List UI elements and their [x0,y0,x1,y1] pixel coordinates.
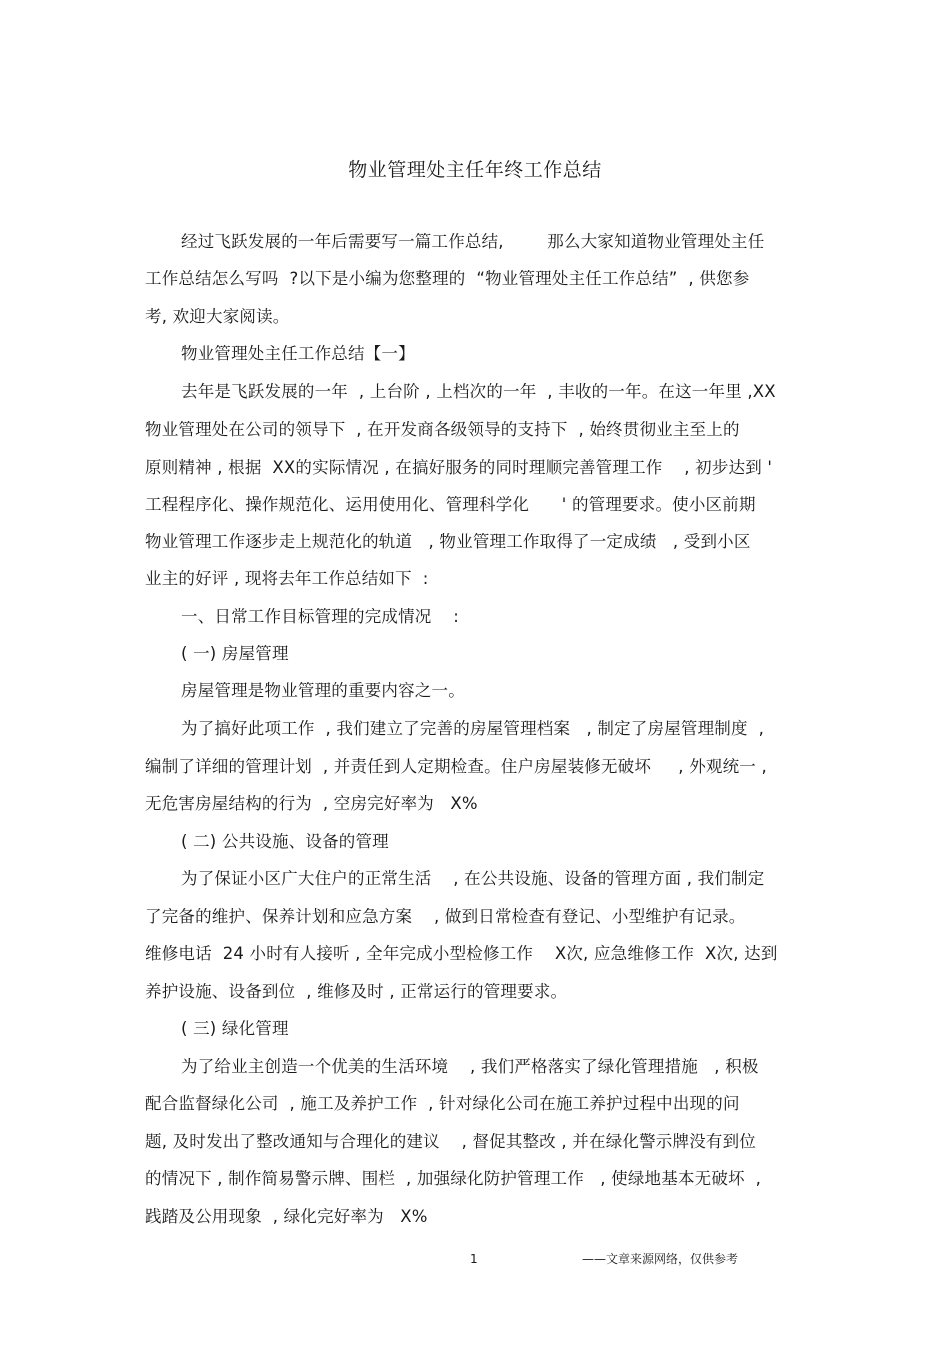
body-line: 为了保证小区广大住户的正常生活 , 在公共设施、设备的管理方面 , 我们制定 [181,869,765,888]
body-line: 去年是飞跃发展的一年 , 上台阶 , 上档次的一年 , 丰收的一年。在这一年里 ,XX [181,382,776,401]
source-note: ——文章来源网络，仅供参考 [582,1252,739,1266]
body-line: 考, 欢迎大家阅读。 [145,307,290,326]
body-line: 维修电话 24 小时有人接听 , 全年完成小型检修工作 X次, 应急维修工作 X次, 达到 [145,944,778,963]
body-line: 编制了详细的管理计划 , 并责任到人定期检查。住户房屋装修无破坏 , 外观统一 , [145,757,767,776]
section-heading: 一、日常工作目标管理的完成情况 : [181,607,460,626]
body-line: 了完备的维护、保养计划和应急方案 , 做到日常检查有登记、小型维护有记录。 [145,907,746,926]
body-line: 养护设施、设备到位 , 维修及时 , 正常运行的管理要求。 [145,982,568,1001]
body-line: 为了搞好此项工作 , 我们建立了完善的房屋管理档案 , 制定了房屋管理制度 , [181,719,765,738]
body-line: 物业管理工作逐步走上规范化的轨道 , 物业管理工作取得了一定成绩 , 受到小区 [145,532,751,551]
body-line: 原则精神 , 根据 XX的实际情况 , 在搞好服务的同时理顺完善管理工作 , 初步达到 ' [145,458,773,477]
subsection-heading: ( 二) 公共设施、设备的管理 [181,832,389,851]
body-line: 的情况下 , 制作简易警示牌、围栏 , 加强绿化防护管理工作 , 使绿地基本无破坏 , [145,1169,762,1188]
body-line: 房屋管理是物业管理的重要内容之一。 [181,681,465,700]
body-line: 经过飞跃发展的一年后需要写一篇工作总结, 那么大家知道物业管理处主任 [181,232,765,251]
body-line: 无危害房屋结构的行为 , 空房完好率为 X% [145,794,478,813]
document-title: 物业管理处主任年终工作总结 [348,159,602,181]
body-line: 物业管理处在公司的领导下 , 在开发商各级领导的支持下 , 始终贯彻业主至上的 [145,420,740,439]
body-line: 践踏及公用现象 , 绿化完好率为 X% [145,1207,428,1226]
body-line: 题, 及时发出了整改通知与合理化的建议 , 督促其整改 , 并在绿化警示牌没有到位 [145,1132,756,1151]
subsection-heading: ( 一) 房屋管理 [181,644,289,663]
section-heading: 物业管理处主任工作总结【一】 [181,344,415,363]
body-line: 为了给业主创造一个优美的生活环境 , 我们严格落实了绿化管理措施 , 积极 [181,1057,759,1076]
body-line: 工程程序化、操作规范化、运用使用化、管理科学化 ' 的管理要求。使小区前期 [145,495,756,514]
subsection-heading: ( 三) 绿化管理 [181,1019,289,1038]
page-number: 1 [470,1252,478,1266]
body-line: 工作总结怎么写吗 ?以下是小编为您整理的 “物业管理处主任工作总结” , 供您参 [145,269,750,288]
body-line: 业主的好评 , 现将去年工作总结如下 : [145,569,429,588]
body-line: 配合监督绿化公司 , 施工及养护工作 , 针对绿化公司在施工养护过程中出现的问 [145,1094,740,1113]
